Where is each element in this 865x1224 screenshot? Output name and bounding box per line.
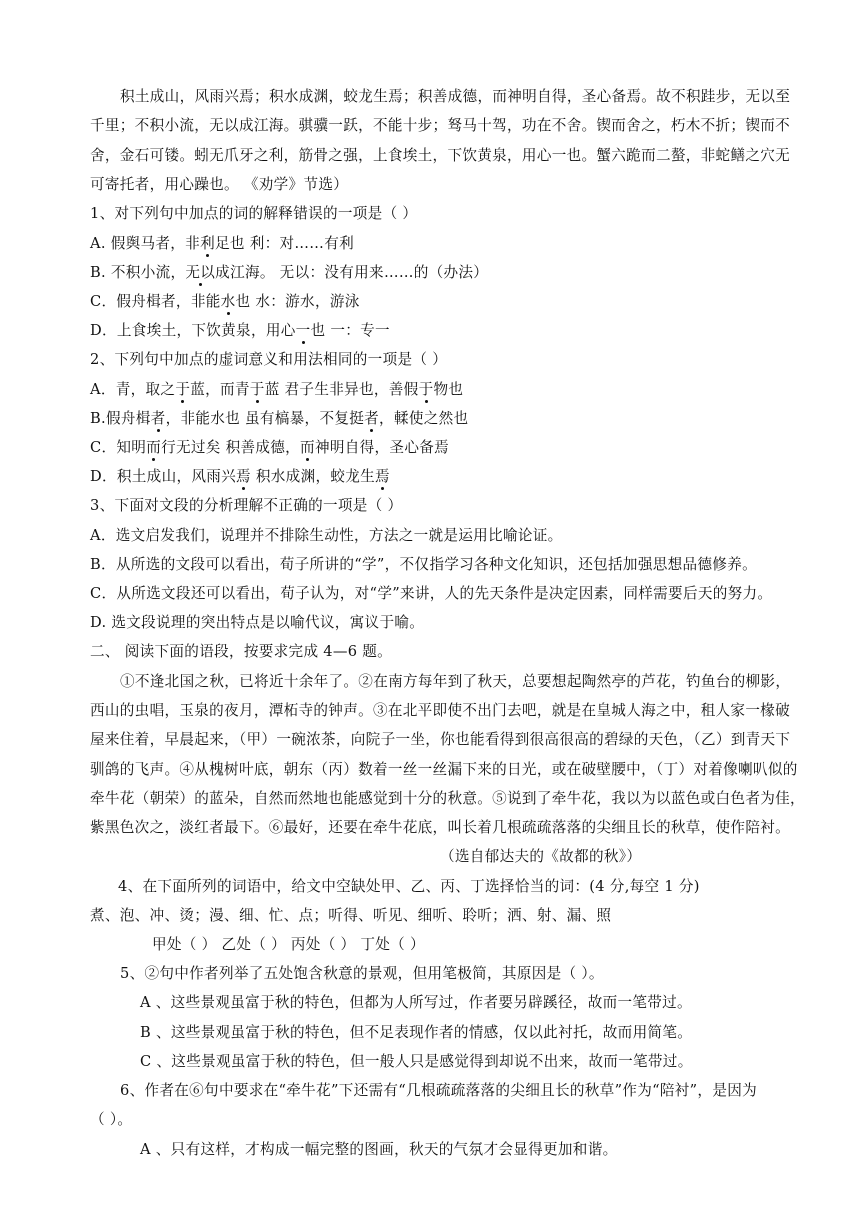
option-text: C．知明 <box>90 439 147 456</box>
question-3-option-a: A．选文启发我们，说理并不排除生动性，方法之一就是运用比喻论证。 <box>90 527 563 544</box>
dotted-word: 于 <box>175 381 191 398</box>
passage1-line-3: 舍，金石可镂。蚓无爪牙之利，筋骨之强，上食埃土，下饮黄泉，用心一也。蟹六跪而二螯，非蛇鳝之穴无 <box>90 147 791 164</box>
question-4-stem: 4、在下面所列的词语中，给文中空缺处甲、乙、丙、丁选择恰当的词：(4 分,每空 1 分) <box>118 878 700 895</box>
question-2-option-b <box>90 409 468 429</box>
option-text: 成江海。 无以：没有用来……的（办法） <box>215 264 489 281</box>
question-2-option-d <box>90 467 390 487</box>
option-text: 足也 利：对……有利 <box>215 235 354 252</box>
question-6-stem-continued: （ ）。 <box>90 1111 133 1128</box>
question-5-option-b: B 、这些景观虽富于秋的特色，但不足表现作者的情感，仅以此衬托，故而用简笔。 <box>140 1024 693 1041</box>
question-6-option-a: A 、只有这样，才构成一幅完整的图画，秋天的气氛才会显得更加和谐。 <box>140 1141 618 1158</box>
question-5-stem: 5、②句中作者列举了五处饱含秋意的景观，但用笔极简，其原因是（ ）。 <box>120 965 604 982</box>
dotted-word: 于 <box>249 381 265 398</box>
dotted-word: 而 <box>146 439 162 456</box>
option-text: 神明自得，圣心备焉 <box>314 439 449 456</box>
option-text: 也 水：游水，游泳 <box>235 293 360 310</box>
passage2-line-1: ①不逢北国之秋，已将近十余年了。②在南方每年到了秋天，总要想起陶然亭的芦花，钓鱼台的柳影， <box>120 673 791 690</box>
question-5-option-c: C 、这些景观虽富于秋的特色，但一般人只是感觉得到却说不出来，故而一笔带过。 <box>140 1053 693 1070</box>
question-6-stem: 6、作者在⑥句中要求在“牵牛花”下还需有“几根疏疏落落的尖细且长的秋草”作为“陪衬”，是因为 <box>120 1082 758 1099</box>
dotted-word: 无以 <box>185 264 216 281</box>
question-3-option-d: D. 选文段说理的突出特点是以喻代议，寓议于喻。 <box>90 614 425 631</box>
passage2-line-4: 驯鸽的飞声。④从槐树叶底，朝东（丙）数着一丝一丝漏下来的日光，或在破壁腰中，（丁）对着像喇叭似的 <box>90 761 798 778</box>
question-3-option-b: B．从所选的文段可以看出，荀子所讲的“学”，不仅指学习各种文化知识，还包括加强思想品德修养。 <box>90 556 757 573</box>
question-5-option-a: A 、这些景观虽富于秋的特色，但都为人所写过，作者要另辟蹊径，故而一笔带过。 <box>140 994 692 1011</box>
passage1-line-4: 可寄托者，用心躁也。 《劝学》节选） <box>90 176 349 193</box>
option-text: A. 假舆马者，非 <box>90 235 201 252</box>
option-text: 积水成渊，蛟龙生 <box>250 468 376 485</box>
option-text: D．上食埃土，下饮黄泉，用心 <box>90 322 296 339</box>
question-3-stem: 3、下面对文段的分析理解不正确的一项是（ ） <box>90 497 403 514</box>
passage2-source: （选自郁达夫的《故都的秋》） <box>440 848 642 865</box>
question-4-word-list: 煮、泡、冲、烫；漫、细、忙、点；听得、听见、细听、聆听；洒、射、漏、照 <box>90 907 612 924</box>
option-text: 蓝 君子生非异也，善假 <box>264 381 419 398</box>
passage2-line-3: 屋来住着，早晨起来，（甲）一碗浓茶，向院子一坐，你也能看得到很高很高的碧绿的天色，（乙）到青天下 <box>90 731 791 748</box>
question-1-option-b <box>90 263 488 283</box>
dotted-word: 者 <box>364 410 380 427</box>
question-3-option-c: C．从所选文段还可以看出，荀子认为，对“学”来讲，人的先天条件是决定因素，同样需要后天的努力。 <box>90 585 773 602</box>
option-text: D．积土成山，风雨兴 <box>90 468 237 485</box>
option-text: 蓝，而青 <box>190 381 250 398</box>
dotted-word: 者 <box>150 410 166 427</box>
dotted-word: 焉 <box>375 468 390 485</box>
question-2-option-a <box>90 380 463 400</box>
dotted-word: 而 <box>300 439 315 456</box>
passage1-line-2: 千里；不积小流，无以成江海。骐骥一跃，不能十步；驽马十驾，功在不舍。锲而舍之，朽木不折；锲而不 <box>90 117 791 134</box>
option-text: ，非能水也 虽有槁暴，不复挺 <box>165 410 365 427</box>
question-1-stem: 1、对下列句中加点的词的解释错误的一项是（ ） <box>90 205 418 222</box>
dotted-word: 水 <box>220 293 236 310</box>
option-text: 物也 <box>433 381 464 398</box>
section-2-heading: 二、 阅读下面的语段，按要求完成 4—6 题。 <box>90 643 393 660</box>
passage2-line-6: 紫黑色次之，淡红者最下。⑥最好，还要在牵牛花底，叫长着几根疏疏落落的尖细且长的秋草，使作陪衬。 <box>90 819 791 836</box>
dotted-word: 于 <box>418 381 434 398</box>
dotted-word: 一 <box>295 322 311 339</box>
option-text: ，輮使之然也 <box>379 410 469 427</box>
passage2-line-5: 牵牛花（朝荣）的蓝朵，自然而然地也能感觉到十分的秋意。⑤说到了牵牛花，我以为以蓝色或白色者为佳， <box>90 790 805 807</box>
dotted-word: 利 <box>200 235 215 252</box>
option-text: B.假舟楫 <box>90 410 151 427</box>
passage2-line-2: 西山的虫唱，玉泉的夜月，潭柘寺的钟声。③在北平即使不出门去吧，就是在皇城人海之中，租人家一椽破 <box>90 702 791 719</box>
question-4-blanks: 甲处（ ） 乙处（ ） 丙处（ ） 丁处（ ） <box>152 936 425 953</box>
dotted-word: 焉 <box>236 468 251 485</box>
option-text: A．青，取之 <box>90 381 176 398</box>
question-2-stem: 2、下列句中加点的虚词意义和用法相同的一项是（ ） <box>90 351 448 368</box>
passage1-line-1: 积土成山，风雨兴焉；积水成渊，蛟龙生焉；积善成德，而神明自得，圣心备焉。故不积跬步，无以至 <box>120 88 791 105</box>
question-1-option-a <box>90 234 354 254</box>
question-2-option-c <box>90 438 449 458</box>
option-text: 行无过矣 积善成德， <box>161 439 301 456</box>
question-1-option-c <box>90 292 360 312</box>
option-text: B. 不积小流， <box>90 264 186 281</box>
option-text: 也 一：专一 <box>310 322 390 339</box>
question-1-option-d <box>90 321 390 341</box>
option-text: C．假舟楫者，非能 <box>90 293 221 310</box>
